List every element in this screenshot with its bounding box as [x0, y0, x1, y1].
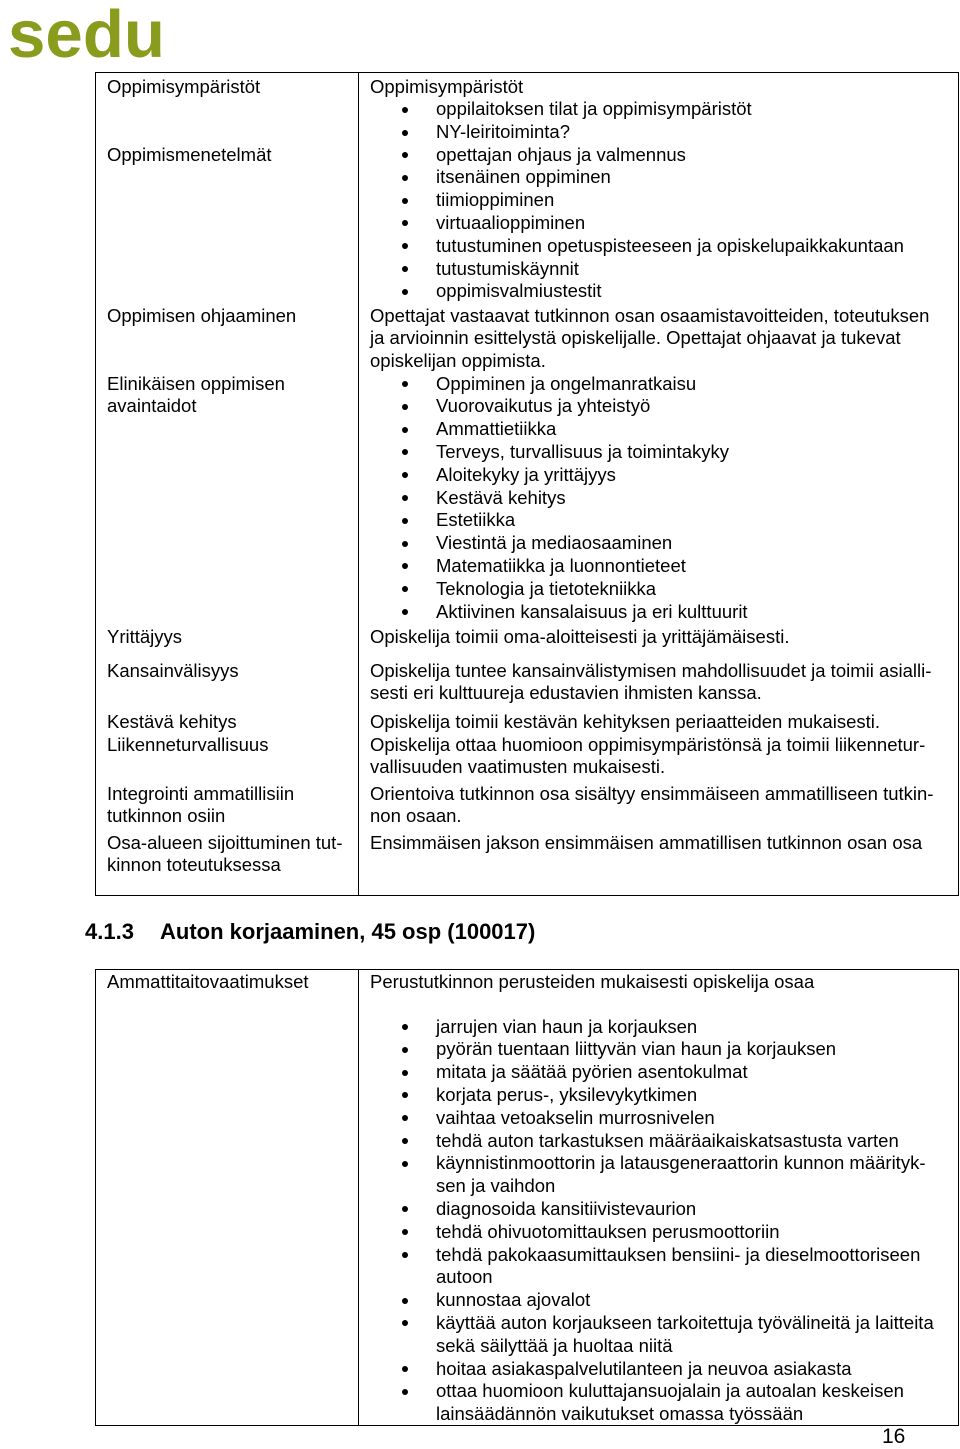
bullet-icon [402, 1092, 408, 1098]
bullet-icon [402, 1366, 408, 1372]
bullet-text: vaihtaa vetoakselin murrosnivelen [436, 1106, 715, 1128]
bullet-text: hoitaa asiakaspalvelutilanteen ja neuvoa asiakasta [436, 1357, 852, 1379]
bullet-item [370, 1198, 934, 1221]
row-content [370, 734, 925, 780]
bullet-icon [402, 1115, 408, 1121]
row-content [370, 971, 814, 994]
bullet-icon [402, 289, 408, 295]
bullet-item [370, 1061, 934, 1084]
bullet-icon [402, 266, 408, 272]
section-title: Auton korjaaminen, 45 osp (100017) [160, 919, 536, 944]
row-label-line: Oppimisen ohjaaminen [107, 304, 297, 326]
bullet-icon [402, 495, 408, 501]
bullet-text: oppilaitoksen tilat ja oppimisympäristöt [436, 98, 752, 120]
row-label-line: Oppimismenetelmät [107, 143, 272, 165]
bullet-text: käyttää auton korjaukseen tarkoitettuja työvälineitä ja laitteita [436, 1311, 934, 1333]
bullet-text: Vuorovaikutus ja yhteistyö [436, 395, 651, 417]
bullet-icon [402, 1138, 408, 1144]
bullet-item [370, 1244, 934, 1290]
row-label-line: Oppimisympäristöt [107, 75, 261, 97]
row-text: vallisuuden vaatimusten mukaisesti. [370, 756, 666, 778]
row-content [370, 783, 933, 829]
bullet-item [370, 464, 748, 487]
row-text: Perustutkinnon perusteiden mukaisesti opiskelija osaa [370, 971, 815, 992]
row-label [107, 626, 182, 649]
bullet-icon [402, 1389, 408, 1395]
info-table [95, 72, 959, 896]
row-text: Opiskelija toimii oma-aloitteisesti ja yrittäjämäisesti. [370, 625, 790, 647]
row-label-line: Kansainvälisyys [107, 659, 239, 681]
row-text: Opiskelija tuntee kansainvälistymisen mahdollisuudet ja toimii asialli- [370, 659, 932, 681]
bullet-icon [402, 404, 408, 410]
row-label [107, 305, 296, 328]
bullet-text: tutustuminen opetuspisteeseen ja opiskelupaikkakuntaan [436, 234, 904, 256]
bullet-icon [402, 175, 408, 181]
row-content [370, 1016, 934, 1426]
bullet-icon [402, 1252, 408, 1258]
bullet-item [370, 1289, 934, 1312]
bullet-icon [402, 1298, 408, 1304]
row-label-line: Liikenneturvallisuus [107, 733, 269, 755]
row-text: Orientoiva tutkinnon osa sisältyy ensimmäiseen ammatilliseen tutkin- [370, 782, 934, 804]
bullet-item [370, 121, 752, 144]
bullet-text: Ammattietiikka [436, 418, 557, 440]
bullet-icon [402, 1229, 408, 1235]
row-label [107, 711, 237, 734]
row-content [370, 660, 931, 706]
bullet-item [370, 373, 748, 396]
bullet-text: mitata ja säätää pyörien asentokulmat [436, 1061, 748, 1083]
bullet-item [370, 509, 748, 532]
bullet-icon [402, 1024, 408, 1030]
bullet-icon [402, 609, 408, 615]
row-content [370, 832, 922, 855]
bullet-icon [402, 449, 408, 455]
bullet-item [370, 98, 752, 121]
bullet-text: diagnosoida kansitiivistevaurion [436, 1197, 697, 1219]
bullet-item [370, 1130, 934, 1153]
bullet-icon [402, 130, 408, 136]
row-label [107, 660, 239, 683]
bullet-text: Kestävä kehitys [436, 486, 566, 508]
bullet-icon [402, 541, 408, 547]
row-label-line: Ammattitaitovaatimukset [107, 971, 309, 992]
bullet-item [370, 555, 748, 578]
bullet-item [370, 235, 904, 258]
column-divider [358, 970, 359, 1425]
bullet-icon [402, 427, 408, 433]
bullet-text: pyörän tuentaan liittyvän vian haun ja korjauksen [436, 1038, 837, 1060]
bullet-item [370, 1152, 934, 1198]
bullet-item [370, 601, 748, 624]
row-label-line: Elinikäisen oppimisen [107, 372, 285, 394]
bullet-item [370, 1038, 934, 1061]
row-text: sesti eri kulttuureja edustavien ihmisten kanssa. [370, 682, 762, 704]
row-label [107, 971, 309, 994]
bullet-text: tehdä pakokaasumittauksen bensiini- ja dieselmoottoriseen [436, 1243, 921, 1265]
bullet-text: tiimioppiminen [436, 189, 555, 211]
row-content [370, 711, 880, 734]
row-content [370, 626, 789, 649]
bullet-item [370, 418, 748, 441]
bullet-text: Viestintä ja mediaosaaminen [436, 532, 673, 554]
bullet-icon [402, 1161, 408, 1167]
row-label [107, 832, 342, 878]
row-label [107, 76, 260, 99]
requirements-table [95, 969, 959, 1426]
section-number: 4.1.3 [85, 919, 134, 944]
bullet-icon [402, 381, 408, 387]
row-label-line: kinnon toteutuksessa [107, 854, 281, 876]
row-label-line: Yrittäjyys [107, 625, 183, 647]
bullet-text: ottaa huomioon kuluttajansuojalain ja autoalan keskeisen [436, 1380, 904, 1402]
bullet-text: Estetiikka [436, 509, 516, 531]
bullet-text: tehdä ohivuotomittauksen perusmoottoriin [436, 1220, 780, 1242]
bullet-text: NY-leiritoiminta? [436, 121, 571, 143]
bullet-text: tutustumiskäynnit [436, 257, 579, 279]
bullet-text: Terveys, turvallisuus ja toimintakyky [436, 440, 730, 462]
bullet-item [370, 189, 904, 212]
bullet-text: Aloitekyky ja yrittäjyys [436, 463, 616, 485]
row-text: Opettajat vastaavat tutkinnon osan osaamistavoitteiden, toteutuksen [370, 304, 930, 326]
bullet-text: opettajan ohjaus ja valmennus [436, 143, 686, 165]
row-label [107, 734, 268, 757]
row-text: Oppimisympäristöt [370, 75, 524, 97]
bullet-item [370, 395, 748, 418]
row-text: opiskelijan oppimista. [370, 350, 546, 372]
row-text: Opiskelija toimii kestävän kehityksen periaatteiden mukaisesti. [370, 710, 881, 732]
bullet-text: Teknologia ja tietotekniikka [436, 577, 657, 599]
bullet-item [370, 532, 748, 555]
row-content [370, 144, 904, 304]
bullet-item [370, 166, 904, 189]
sedu-logo [0, 0, 180, 70]
row-text: Opiskelija ottaa huomioon oppimisympäristönsä ja toimii liikennetur- [370, 733, 926, 755]
row-label-line: Kestävä kehitys [107, 710, 237, 732]
row-content [370, 305, 929, 373]
row-text: ja arvioinnin esittelystä opiskelijalle. Opettajat ohjaavat ja tukevat [370, 327, 901, 349]
row-content [370, 373, 748, 624]
column-divider [358, 73, 359, 895]
bullet-text: tehdä auton tarkastuksen määräaikaiskatsastusta varten [436, 1129, 899, 1151]
bullet-item [370, 280, 904, 303]
logo-wordmark: sedu [8, 0, 165, 70]
row-label-line: Integrointi ammatillisiin [107, 782, 295, 804]
bullet-item [370, 1358, 934, 1381]
row-text: non osaan. [370, 805, 462, 827]
bullet-text: itsenäinen oppiminen [436, 166, 611, 188]
bullet-text: autoon [436, 1266, 493, 1288]
bullet-item [370, 1016, 934, 1039]
bullet-item [370, 1221, 934, 1244]
bullet-item [370, 578, 748, 601]
bullet-text: lainsäädännön vaikutukset omassa työssään [436, 1403, 804, 1425]
page-number: 16 [882, 1425, 906, 1448]
bullet-icon [402, 586, 408, 592]
row-label-line: tutkinnon osiin [107, 805, 226, 827]
bullet-text: käynnistinmoottorin ja latausgeneraattorin kunnon määrityk- [436, 1152, 926, 1174]
row-label-line: avaintaidot [107, 395, 197, 417]
bullet-icon [402, 152, 408, 158]
bullet-item [370, 1312, 934, 1358]
bullet-text: virtuaalioppiminen [436, 211, 586, 233]
bullet-text: Oppiminen ja ongelmanratkaisu [436, 372, 697, 394]
bullet-icon [402, 107, 408, 113]
bullet-icon [402, 1320, 408, 1326]
bullet-text: jarrujen vian haun ja korjauksen [436, 1015, 698, 1037]
bullet-icon [402, 472, 408, 478]
bullet-item [370, 1380, 934, 1426]
bullet-icon [402, 518, 408, 524]
bullet-icon [402, 1047, 408, 1053]
bullet-icon [402, 563, 408, 569]
bullet-text: oppimisvalmiustestit [436, 280, 602, 302]
bullet-item [370, 144, 904, 167]
row-label [107, 144, 272, 167]
row-content [370, 76, 752, 144]
bullet-text: korjata perus-, yksilevykytkimen [436, 1083, 698, 1105]
bullet-text: sekä säilyttää ja huoltaa niitä [436, 1334, 673, 1356]
bullet-item [370, 441, 748, 464]
row-text: Ensimmäisen jakson ensimmäisen ammatillisen tutkinnon osan osa [370, 831, 923, 853]
row-label [107, 783, 294, 829]
bullet-item [370, 487, 748, 510]
bullet-icon [402, 220, 408, 226]
bullet-text: Matematiikka ja luonnontieteet [436, 554, 686, 576]
bullet-icon [402, 198, 408, 204]
bullet-item [370, 1107, 934, 1130]
bullet-item [370, 1084, 934, 1107]
row-label [107, 373, 285, 419]
bullet-icon [402, 243, 408, 249]
bullet-text: kunnostaa ajovalot [436, 1289, 591, 1311]
bullet-icon [402, 1070, 408, 1076]
row-label-line: Osa-alueen sijoittuminen tut- [107, 831, 343, 853]
bullet-item [370, 212, 904, 235]
bullet-icon [402, 1206, 408, 1212]
bullet-text: Aktiivinen kansalaisuus ja eri kulttuurit [436, 600, 748, 622]
bullet-item [370, 258, 904, 281]
bullet-text: sen ja vaihdon [436, 1175, 556, 1197]
